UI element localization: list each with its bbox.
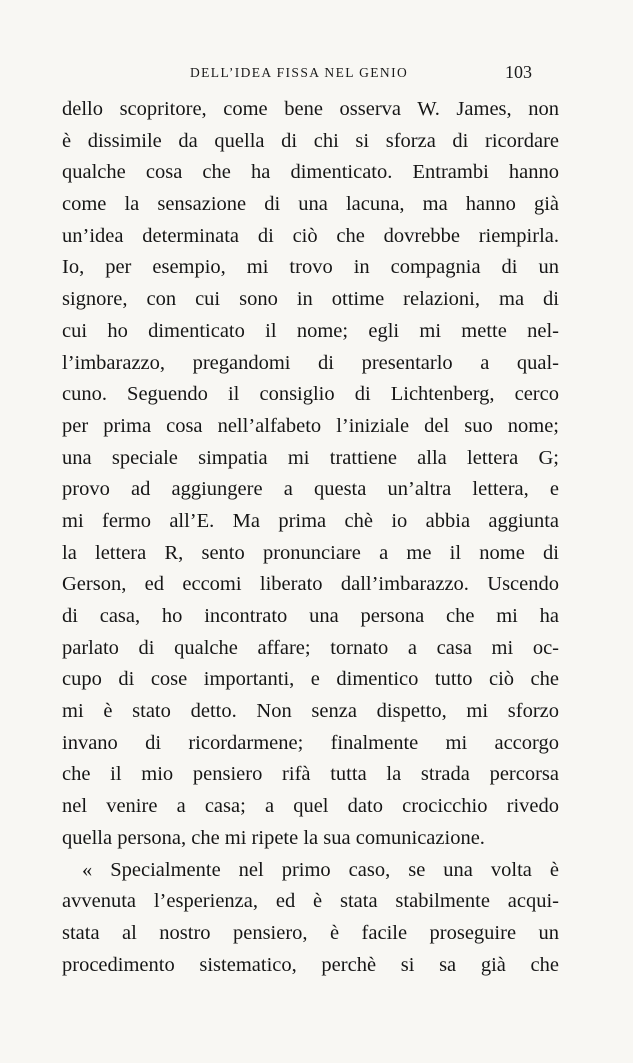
text-line: provo ad aggiungere a questa un’altra lettera, e (62, 478, 559, 501)
text-line: qualche cosa che ha dimenticato. Entrambi hanno (62, 161, 559, 184)
text-line: dello scopritore, come bene osserva W. James, non (62, 98, 559, 120)
body-text (62, 94, 559, 981)
text-line: cupo di cose importanti, e dimentico tutto ciò che (62, 668, 559, 691)
text-line: per prima cosa nell’alfabeto l’iniziale del suo nome; (62, 414, 559, 437)
text-line: avvenuta l’esperienza, ed è stata stabilmente acqui- (62, 890, 559, 913)
text-line: invano di ricordarmene; finalmente mi accorgo (62, 731, 559, 754)
text-line: che il mio pensiero rifà tutta la strada percorsa (62, 763, 559, 786)
text-line: procedimento sistematico, perchè si sa già che (62, 953, 559, 976)
running-head (0, 62, 633, 84)
text-line: una speciale simpatia mi trattiene alla lettera G; (62, 446, 559, 469)
page-number: 103 (505, 62, 532, 82)
text-line: quella persona, che mi ripete la sua comunicazione. (62, 826, 485, 849)
text-line: è dissimile da quella di chi si sforza di ricordare (62, 129, 559, 152)
text-line: parlato di qualche affare; tornato a casa mi oc- (62, 636, 559, 659)
text-line: come la sensazione di una lacuna, ma hanno già (62, 193, 559, 216)
text-line: di casa, ho incontrato una persona che mi ha (62, 605, 559, 627)
text-line: Io, per esempio, mi trovo in compagnia di un (62, 256, 559, 279)
running-title: DELL’IDEA FISSA NEL GENIO (190, 65, 409, 80)
text-line: Gerson, ed eccomi liberato dall’imbarazzo. Uscendo (62, 573, 559, 596)
text-line: cuno. Seguendo il consiglio di Lichtenberg, cerco (62, 383, 559, 406)
text-line: « Specialmente nel primo caso, se una volta è (82, 858, 559, 881)
text-line: stata al nostro pensiero, è facile proseguire un (62, 921, 559, 944)
text-line: signore, con cui sono in ottime relazioni, ma di (62, 288, 559, 311)
text-line: mi è stato detto. Non senza dispetto, mi sforzo (62, 700, 559, 723)
text-line: l’imbarazzo, pregandomi di presentarlo a qual- (62, 351, 559, 374)
text-line: la lettera R, sento pronunciare a me il nome di (62, 541, 559, 564)
text-line: cui ho dimenticato il nome; egli mi mette nel- (62, 319, 559, 342)
text-line: un’idea determinata di ciò che dovrebbe riempirla. (62, 224, 559, 247)
text-line: nel venire a casa; a quel dato crocicchio rivedo (62, 795, 559, 818)
text-line: mi fermo all’E. Ma prima chè io abbia aggiunta (62, 509, 559, 532)
